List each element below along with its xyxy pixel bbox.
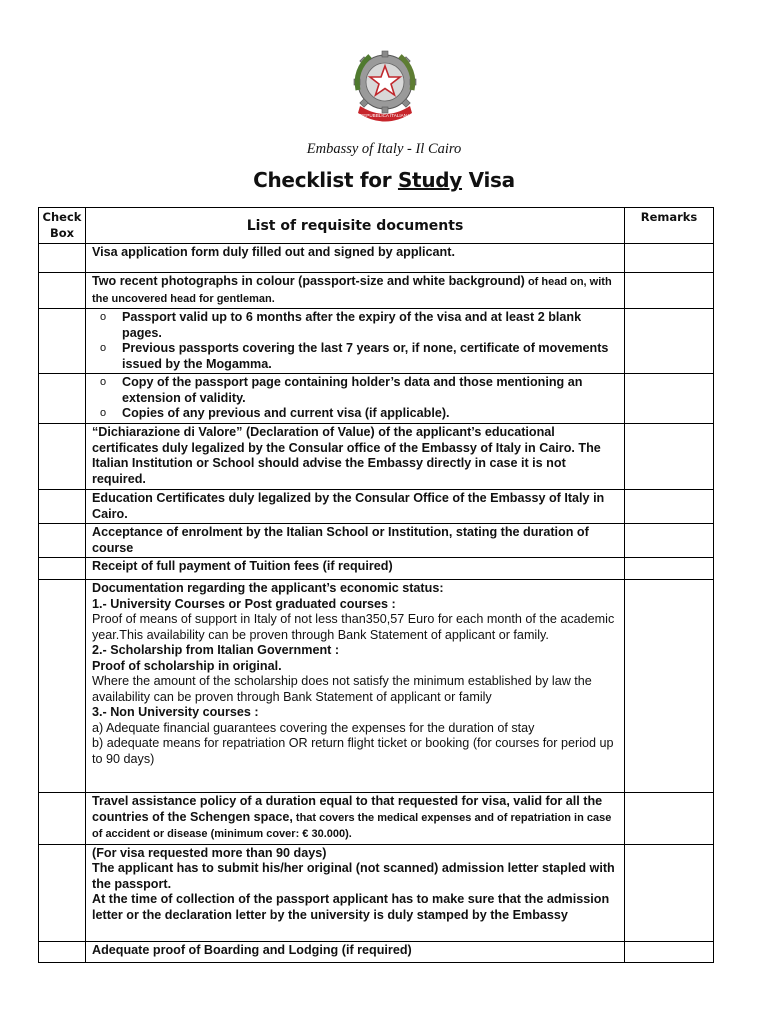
- remarks-cell[interactable]: [625, 580, 714, 793]
- check-box-cell[interactable]: [39, 844, 86, 941]
- document-item: Adequate proof of Boarding and Lodging (if required): [86, 941, 625, 962]
- table-row: [39, 374, 714, 424]
- passport-validity: o Passport valid up to 6 months after the expiry of the visa and at least 2 blank pages.: [122, 310, 618, 341]
- checklist-table: [38, 207, 714, 963]
- table-row: [39, 309, 714, 374]
- travel-insurance-detail: that covers the medical expenses and of repatriation in case of accident or disease (minimum cover: € 30.000).: [92, 811, 612, 840]
- university-courses-heading: 1.- University Courses or Post graduated courses :: [92, 596, 396, 611]
- document-item: Visa application form duly filled out and signed by applicant.: [86, 244, 625, 273]
- check-box-cell[interactable]: [39, 273, 86, 309]
- check-box-cell[interactable]: [39, 424, 86, 490]
- check-box-cell[interactable]: [39, 793, 86, 845]
- check-box-cell[interactable]: [39, 490, 86, 524]
- title-suffix: Visa: [462, 168, 515, 192]
- page-title: [0, 168, 768, 192]
- scholarship-proof: Proof of scholarship in original.: [92, 658, 282, 673]
- remarks-cell[interactable]: [625, 309, 714, 374]
- document-item: Education Certificates duly legalized by the Consular Office of the Embassy of Italy in Cairo.: [86, 490, 625, 524]
- passport-page-copy: o Copy of the passport page containing holder’s data and those mentioning an extension of validity.: [122, 375, 618, 406]
- check-box-cell[interactable]: [39, 558, 86, 580]
- travel-insurance: Travel assistance policy of a duration equal to that requested for visa, valid for all the countries of the Schengen space,: [92, 794, 603, 824]
- table-row: [39, 490, 714, 524]
- photo-requirement-detail: of head on, with the uncovered head for gentleman.: [92, 276, 612, 305]
- table-row: [39, 580, 714, 793]
- check-box-cell[interactable]: [39, 309, 86, 374]
- header-documents: List of requisite documents: [86, 208, 625, 244]
- remarks-cell[interactable]: [625, 424, 714, 490]
- table-row: [39, 424, 714, 490]
- university-courses-text: Proof of means of support in Italy of not less than350,57 Euro for each month of the academic year.This availability can be proven through Bank Statement of applicant or family.: [92, 612, 615, 642]
- document-item: Acceptance of enrolment by the Italian School or Institution, stating the duration of course: [86, 524, 625, 558]
- economic-status-intro: Documentation regarding the applicant’s economic status:: [92, 581, 444, 595]
- table-row: [39, 524, 714, 558]
- header-remarks: Remarks: [625, 208, 714, 244]
- document-item: [86, 374, 625, 424]
- document-item: Receipt of full payment of Tuition fees (if required): [86, 558, 625, 580]
- non-university-text-a: a) Adequate financial guarantees covering the expenses for the duration of stay: [92, 720, 535, 735]
- emblem-ribbon-text: REPUBBLICA ITALIANA: [359, 113, 411, 118]
- check-box-cell[interactable]: [39, 244, 86, 273]
- previous-passports: o Previous passports covering the last 7 years or, if none, certificate of movements issued by the Mogamma.: [122, 341, 618, 372]
- scholarship-text: Where the amount of the scholarship does not satisfy the minimum established by law the availability can be proven through Bank Statement of applicant or family: [92, 674, 592, 704]
- check-box-cell[interactable]: [39, 374, 86, 424]
- photo-requirement: Two recent photographs in colour (passport-size and white background): [92, 274, 525, 288]
- remarks-cell[interactable]: [625, 558, 714, 580]
- table-row: [39, 244, 714, 273]
- admission-letter: The applicant has to submit his/her original (not scanned) admission letter stapled with the passport.: [92, 861, 615, 891]
- remarks-cell[interactable]: [625, 273, 714, 309]
- document-item: “Dichiarazione di Valore” (Declaration of Value) of the applicant’s educational certificates duly legalized by the Consular office of the Embassy of Italy in Cairo. The Italian Institution or School should advise the Embassy directly in case it is not required.: [86, 424, 625, 490]
- title-prefix: Checklist for: [253, 168, 398, 192]
- remarks-cell[interactable]: [625, 524, 714, 558]
- non-university-heading: 3.- Non University courses :: [92, 705, 259, 719]
- header-check-box: Check Box: [39, 208, 86, 244]
- document-item: [86, 844, 625, 941]
- table-row: [39, 273, 714, 309]
- document-item: [86, 309, 625, 374]
- long-stay-note: (For visa requested more than 90 days): [92, 845, 327, 860]
- non-university-text-b: b) adequate means for repatriation OR return flight ticket or booking (for courses for period up to 90 days): [92, 736, 614, 766]
- embassy-name: Embassy of Italy - Il Cairo: [306, 141, 462, 157]
- table-row: [39, 941, 714, 962]
- remarks-cell[interactable]: [625, 374, 714, 424]
- table-row: [39, 793, 714, 845]
- remarks-cell[interactable]: [625, 793, 714, 845]
- document-item: [86, 273, 625, 309]
- collection-note: At the time of collection of the passport applicant has to make sure that the admission letter or the declaration letter by the university is duly stamped by the Embassy: [92, 892, 610, 922]
- document-item: [86, 580, 625, 793]
- document-item: [86, 793, 625, 845]
- visa-copies: o Copies of any previous and current visa (if applicable).: [122, 406, 618, 422]
- check-box-cell[interactable]: [39, 580, 86, 793]
- table-row: [39, 558, 714, 580]
- remarks-cell[interactable]: [625, 244, 714, 273]
- table-header-row: [39, 208, 714, 244]
- remarks-cell[interactable]: [625, 490, 714, 524]
- italian-emblem: [348, 46, 422, 128]
- remarks-cell[interactable]: [625, 941, 714, 962]
- check-box-cell[interactable]: [39, 524, 86, 558]
- title-underlined-word: Study: [397, 168, 463, 192]
- remarks-cell[interactable]: [625, 844, 714, 941]
- table-row: [39, 844, 714, 941]
- scholarship-heading: 2.- Scholarship from Italian Government :: [92, 643, 340, 657]
- check-box-cell[interactable]: [39, 941, 86, 962]
